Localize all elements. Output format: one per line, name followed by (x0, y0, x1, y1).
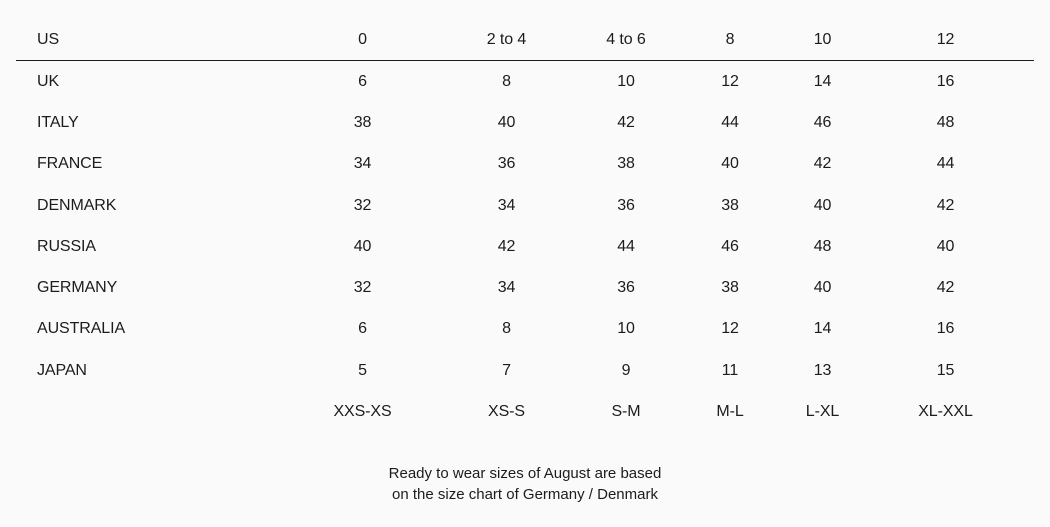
row-label: DENMARK (37, 196, 117, 214)
table-cell: 42 (936, 279, 955, 297)
footnote-line: Ready to wear sizes of August are based (388, 465, 662, 482)
table-cell: 16 (936, 320, 955, 338)
table-cell: M-L (716, 403, 744, 421)
table-cell: 14 (813, 72, 832, 90)
row-label: FRANCE (37, 155, 103, 173)
table-cell: 13 (813, 361, 832, 379)
row-label: AUSTRALIA (37, 320, 126, 338)
table-cell: 44 (617, 237, 635, 255)
table-cell: 40 (721, 155, 739, 173)
header-cell: 12 (936, 31, 955, 48)
header-cell: 8 (725, 31, 735, 48)
table-cell: 46 (813, 113, 832, 131)
table-cell: 10 (617, 72, 635, 90)
table-row-russia (16, 226, 1034, 267)
table-cell: 6 (358, 72, 367, 90)
table-row-japan (16, 350, 1034, 391)
table-cell: 7 (502, 361, 511, 379)
table-cell: 6 (358, 320, 367, 338)
table-row-australia (16, 309, 1034, 350)
footnote-line: on the size chart of Germany / Denmark (392, 486, 658, 503)
table-cell: 36 (617, 279, 635, 297)
table-cell: 11 (721, 361, 739, 379)
table-cell: 12 (721, 72, 739, 90)
row-label: ITALY (37, 113, 79, 131)
table-cell: 15 (936, 361, 955, 379)
table-cell: 36 (497, 155, 516, 173)
table-cell: 9 (621, 361, 631, 379)
table-cell: S-M (611, 403, 641, 421)
table-cell: XS-S (488, 403, 525, 421)
table-cell: 14 (813, 320, 832, 338)
table-cell: 38 (721, 196, 739, 214)
row-label: GERMANY (37, 279, 118, 297)
header-cell: 10 (813, 31, 832, 48)
table-cell: 38 (353, 113, 372, 131)
table-cell: 42 (617, 113, 635, 131)
table-cell: XL-XXL (918, 403, 973, 421)
table-cell: 38 (721, 279, 739, 297)
table-cell: 48 (936, 113, 955, 131)
row-label (16, 391, 292, 432)
header-label-us: US (37, 31, 60, 48)
table-cell: 36 (617, 196, 635, 214)
table-cell: 46 (721, 237, 739, 255)
table-cell: 44 (721, 113, 739, 131)
header-row (16, 20, 1034, 61)
table-row-germany (16, 267, 1034, 308)
table-row-france (16, 144, 1034, 185)
table-cell: 40 (813, 196, 832, 214)
table-cell: 34 (497, 196, 516, 214)
table-cell: 16 (936, 72, 955, 90)
table-row-uk (16, 61, 1034, 103)
table-cell: 38 (617, 155, 635, 173)
table-cell: 40 (497, 113, 516, 131)
size-chart-footnote (0, 463, 1050, 505)
table-row-italy (16, 102, 1034, 143)
table-cell: 40 (813, 279, 832, 297)
table-cell: 32 (353, 279, 372, 297)
table-cell: 32 (353, 196, 372, 214)
header-cell: 4 to 6 (606, 31, 646, 48)
table-cell: 48 (813, 237, 832, 255)
table-cell: 40 (936, 237, 955, 255)
size-chart-table (16, 20, 1034, 433)
table-cell: 8 (502, 320, 511, 338)
table-cell: 40 (353, 237, 372, 255)
table-cell: 44 (936, 155, 955, 173)
table-cell: 42 (813, 155, 832, 173)
table-cell: L-XL (805, 403, 840, 421)
header-cell: 2 to 4 (486, 31, 527, 48)
table-cell: XXS-XS (333, 403, 392, 421)
table-cell: 10 (617, 320, 635, 338)
table-cell: 5 (358, 361, 367, 379)
table-cell: 42 (497, 237, 516, 255)
row-label: JAPAN (37, 361, 87, 379)
table-cell: 42 (936, 196, 955, 214)
table-cell: 12 (721, 320, 739, 338)
header-cell: 0 (358, 31, 367, 48)
table-row-denmark (16, 185, 1034, 226)
table-cell: 8 (502, 72, 511, 90)
row-label: UK (37, 72, 60, 90)
table-cell: 34 (497, 279, 516, 297)
row-label: RUSSIA (37, 237, 96, 255)
table-row-letter-sizes (16, 391, 1034, 432)
table-cell: 34 (353, 155, 372, 173)
